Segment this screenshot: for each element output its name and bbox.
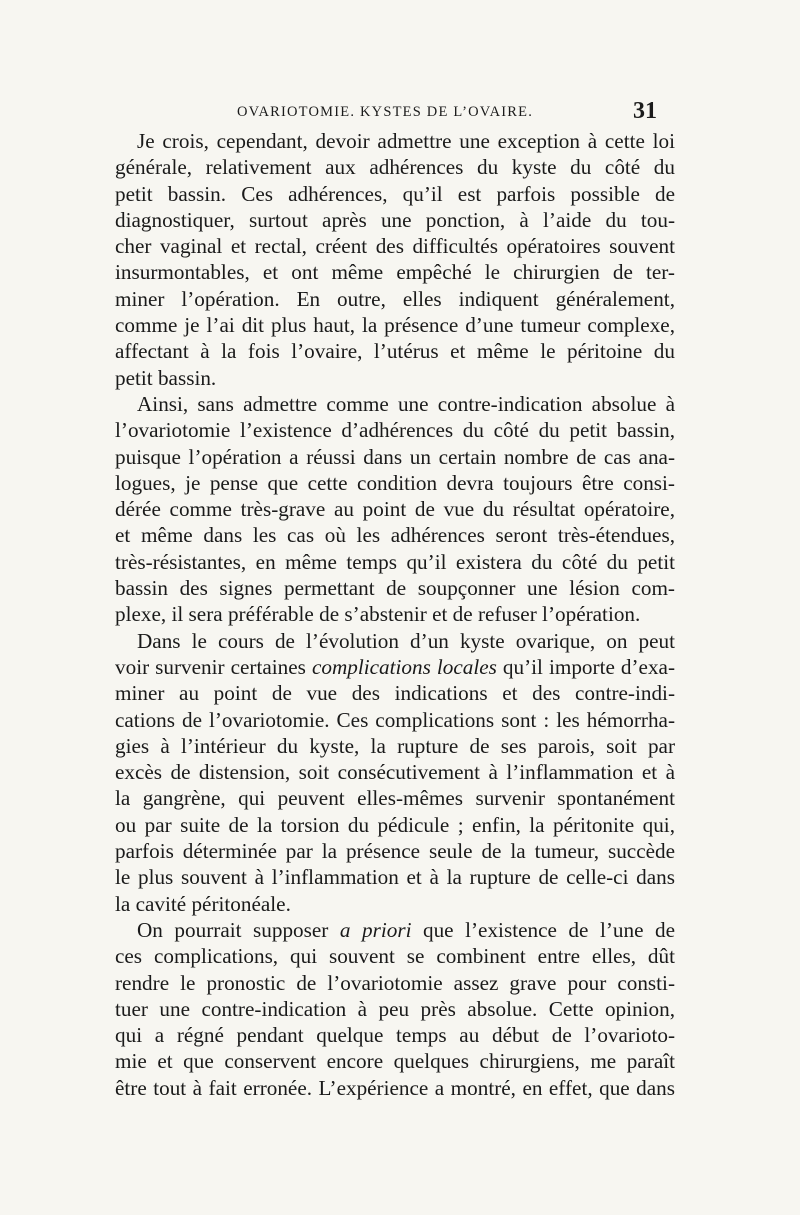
text-line: miner au point de vue des indications et des contre-indi- (115, 681, 675, 706)
text-line: dérée comme très-grave au point de vue du résultat opératoire, (115, 497, 675, 522)
text-line: très-résistantes, en même temps qu’il existera du côté du petit (115, 549, 675, 574)
text-line: miner l’opération. En outre, elles indiquent généralement, (115, 286, 675, 311)
text-line: excès de distension, soit consécutivement à l’inflammation et à (115, 760, 675, 785)
text-line: plexe, il sera préférable de s’abstenir et de refuser l’opération. (115, 602, 641, 627)
emphasis-text: a priori (339, 917, 412, 942)
text-line: l’ovariotomie l’existence d’adhérences du côté du petit bassin, (115, 418, 675, 443)
running-head (115, 98, 655, 128)
text-line: la cavité péritonéale. (115, 891, 291, 916)
text-line: logues, je pense que cette condition devra toujours être consi- (115, 470, 675, 495)
paragraph-1 (115, 128, 675, 391)
text-line: petit bassin. Ces adhérences, qu’il est parfois possible de (115, 181, 675, 206)
text-line: puisque l’opération a réussi dans un certain nombre de cas ana- (115, 444, 675, 469)
text-line: parfois déterminée par la présence seule de la tumeur, succède (115, 839, 675, 864)
text-line: comme je l’ai dit plus haut, la présence d’une tumeur complexe, (115, 313, 675, 338)
text-line: cations de l’ovariotomie. Ces complications sont : les hémorrha- (115, 707, 675, 732)
text-line: gies à l’intérieur du kyste, la rupture de ses parois, soit par (115, 733, 675, 758)
text-line: voir survenir certaines complications locales qu’il importe d’exa- (115, 654, 675, 679)
text-line: cher vaginal et rectal, créent des difficultés opératoires souvent (115, 234, 675, 259)
text-line: qui a régné pendant quelque temps au début de l’ovarioto- (115, 1023, 675, 1048)
text-line: rendre le pronostic de l’ovariotomie assez grave pour consti- (115, 970, 675, 995)
body-text (115, 128, 675, 1101)
text-line: On pourrait supposer a priori que l’existence de l’une de (137, 917, 676, 942)
text-line: Dans le cours de l’évolution d’un kyste ovarique, on peut (137, 628, 675, 653)
text-line: le plus souvent à l’inflammation et à la rupture de celle-ci dans (115, 865, 675, 890)
running-title: OVARIOTOMIE. KYSTES DE L’OVAIRE. (236, 104, 534, 120)
text-line: mie et que conservent encore quelques chirurgiens, me paraît (115, 1049, 675, 1074)
text-line: tuer une contre-indication à peu près absolue. Cette opinion, (115, 996, 675, 1021)
text-line: diagnostiquer, surtout après une ponction, à l’aide du tou- (115, 207, 675, 232)
text-line: insurmontables, et ont même empêché le chirurgien de ter- (115, 260, 675, 285)
text-line: Ainsi, sans admettre comme une contre-indication absolue à (137, 391, 675, 416)
text-line: la gangrène, qui peuvent elles-mêmes survenir spontanément (115, 786, 675, 811)
text-line: et même dans les cas où les adhérences seront très-étendues, (115, 523, 675, 548)
text-line: bassin des signes permettant de soupçonner une lésion com- (115, 576, 675, 601)
text-line: affectant à la fois l’ovaire, l’utérus et même le péritoine du (115, 339, 675, 364)
text-line: ces complications, qui souvent se combinent entre elles, dût (115, 944, 675, 969)
text-line: Je crois, cependant, devoir admettre une exception à cette loi (137, 129, 675, 153)
paragraph-2 (115, 391, 675, 628)
paragraph-4 (115, 917, 675, 1101)
emphasis-text: complications locales (311, 654, 497, 679)
text-line: ou par suite de la torsion du pédicule ; enfin, la péritonite qui, (115, 812, 675, 837)
paragraph-3 (115, 628, 675, 917)
page-number: 31 (633, 98, 657, 124)
text-line: petit bassin. (115, 365, 217, 390)
text-line: générale, relativement aux adhérences du kyste du côté du (115, 155, 675, 180)
text-line: être tout à fait erronée. L’expérience a montré, en effet, que dans (115, 1075, 675, 1100)
